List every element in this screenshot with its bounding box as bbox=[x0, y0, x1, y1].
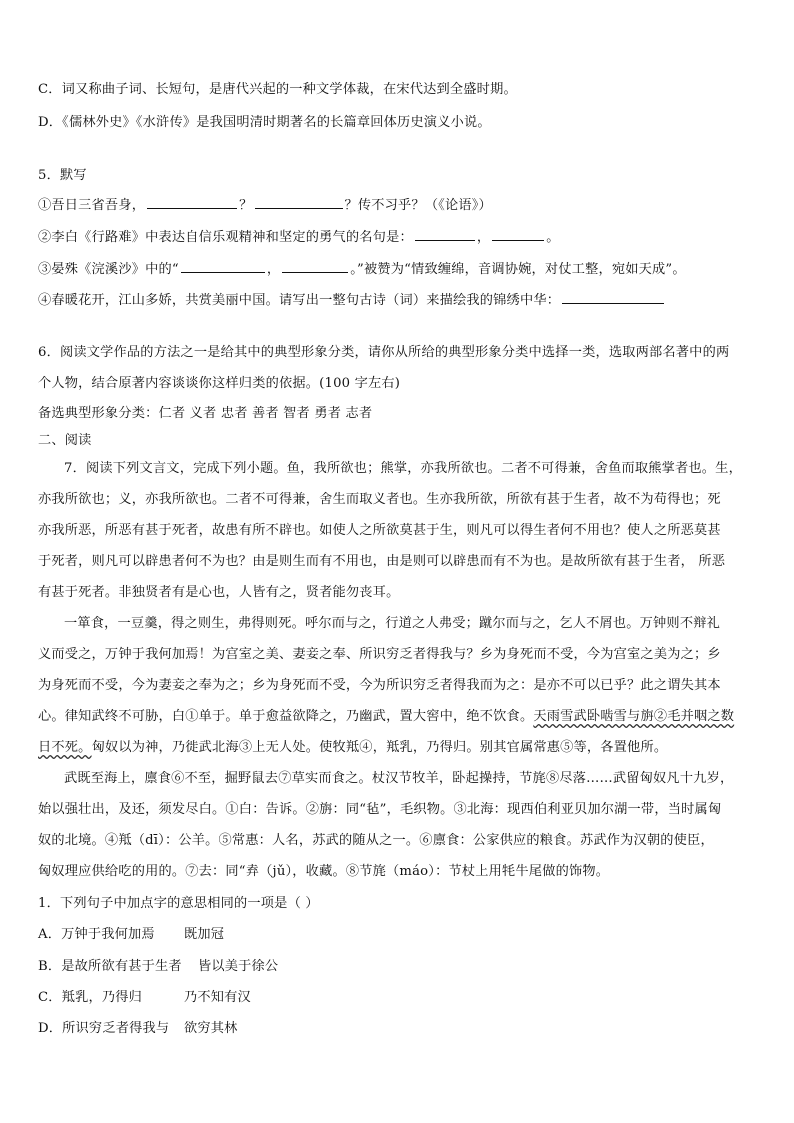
passage-line: 奴的北境。④羝（dī）：公羊。⑤常惠：人名，苏武的随从之一。⑥廪食：公家供应的粮食。苏武作为汉朝的使臣， bbox=[38, 833, 714, 848]
passage-text: 心。律知武终不可胁，白①单于。单于愈益欲降之，乃幽武，置大窖中，绝不饮食。 bbox=[38, 709, 534, 724]
passage-text: 匈奴以为神，乃徙武北海③上无人处。使牧羝④，羝乳，乃得归。别其官属常惠⑤等，各置他所。 bbox=[91, 740, 668, 755]
option-d-right: 欲穷其林 bbox=[184, 1021, 238, 1036]
q5-line-3-text-b: ， bbox=[266, 262, 281, 277]
q5-line-1-text-b: ？ bbox=[239, 198, 253, 213]
passage-line bbox=[38, 707, 734, 727]
sub-question-stem: 1．下列句子中加点字的意思相同的一项是（ ） bbox=[38, 896, 319, 911]
passage-line: 始以强壮出，及还，须发尽白。①白：告诉。②旃：同“毡”，毛织物。③北海：现西伯利亚贝加尔湖一带，当时属匈 bbox=[38, 802, 722, 817]
option-a-right: 既加冠 bbox=[184, 927, 225, 942]
wavy-underlined-sentence: 天雨雪武卧啮雪与旃②毛并咽之数 bbox=[533, 709, 735, 724]
answer-blank[interactable] bbox=[562, 290, 664, 304]
passage-line: 于死者，则凡可以辟患者何不为也？由是则生而有不用也，由是则可以辟患而有不为也。是故所欲有甚于生者， 所恶 bbox=[38, 554, 726, 569]
passage-line: 亦我所欲也；义，亦我所欲也。二者不可得兼，舍生而取义者也。生亦我所欲，所欲有甚于生者，故不为苟得也；死 bbox=[38, 492, 721, 507]
answer-blank[interactable] bbox=[492, 227, 544, 241]
option-b-left: B．是故所欲有甚于生者 bbox=[38, 959, 182, 974]
q5-line-4 bbox=[38, 290, 666, 311]
option-a[interactable] bbox=[38, 925, 224, 945]
q5-line-1-text-a: ①吾日三省吾身， bbox=[38, 198, 146, 213]
q5-line-4-text-a: ④春暖花开，江山多娇，共赏美丽中国。请写出一整句古诗（词）来描绘我的锦绣中华： bbox=[38, 293, 561, 308]
q5-line-2-text-a: ②李白《行路难》中表达自信乐观精神和坚定的勇气的名句是： bbox=[38, 230, 413, 245]
option-d[interactable] bbox=[38, 1019, 238, 1039]
passage-line: 匈奴理应供给吃的用的。⑦去：同“弆（jǔ），收藏。⑧节旄（máo）：节杖上用牦牛尾做的饰物。 bbox=[38, 864, 610, 879]
passage-line: 7．阅读下列文言文，完成下列小题。鱼，我所欲也；熊掌，亦我所欲也。二者不可得兼，舍鱼而取熊掌者也。生， bbox=[64, 461, 742, 476]
q5-title: 5．默写 bbox=[38, 168, 87, 183]
answer-blank[interactable] bbox=[181, 259, 265, 273]
answer-blank[interactable] bbox=[415, 227, 475, 241]
option-b-right: 皆以美于徐公 bbox=[198, 959, 279, 974]
q4-option-c: C．词又称曲子词、长短句，是唐代兴起的一种文学体裁，在宋代达到全盛时期。 bbox=[38, 82, 517, 97]
option-b[interactable] bbox=[38, 957, 278, 977]
q5-line-1 bbox=[38, 195, 492, 216]
answer-blank[interactable] bbox=[147, 195, 237, 209]
q6-line-2: 个人物，结合原著内容谈谈你这样归类的依据。(100 字左右) bbox=[38, 376, 401, 391]
q5-line-2 bbox=[38, 227, 560, 248]
section-heading: 二、阅读 bbox=[38, 433, 92, 448]
passage-line: 有甚于死者。非独贤者有是心也，人皆有之，贤者能勿丧耳。 bbox=[38, 585, 400, 600]
q5-line-3 bbox=[38, 259, 686, 280]
q6-line-1: 6．阅读文学作品的方法之一是给其中的典型形象分类，请你从所给的典型形象分类中选择一类，选取两部名著中的两 bbox=[38, 345, 730, 360]
answer-blank[interactable] bbox=[282, 259, 348, 273]
option-c-right: 乃不知有汉 bbox=[184, 990, 251, 1005]
passage-line bbox=[38, 738, 667, 758]
q5-line-3-text-a: ③晏殊《浣溪沙》中的“ bbox=[38, 262, 179, 277]
passage-line: 义而受之，万钟于我何加焉！为宫室之美、妻妾之奉、所识穷乏者得我与？乡为身死而不受，今为宫室之美为之；乡 bbox=[38, 647, 721, 662]
q5-line-2-text-b: ， bbox=[476, 230, 491, 245]
passage-line: 一箪食，一豆羹，得之则生，弗得则死。呼尔而与之，行道之人弗受；蹴尔而与之，乞人不屑也。万钟则不辩礼 bbox=[64, 616, 720, 631]
q5-line-2-text-c: 。 bbox=[546, 230, 560, 245]
wavy-underlined-sentence: 日不死。 bbox=[38, 740, 92, 755]
q6-categories: 备选典型形象分类：仁者 义者 忠者 善者 智者 勇者 志者 bbox=[38, 406, 373, 421]
q5-line-1-text-c: ？传不习乎？（《论语》） bbox=[344, 198, 492, 213]
passage-line: 武既至海上，廪食⑥不至，掘野鼠去⑦草实而食之。杖汉节牧羊，卧起操持，节旄⑧尽落……武留匈奴凡十九岁， bbox=[64, 771, 734, 786]
option-c[interactable] bbox=[38, 988, 251, 1008]
option-a-left: A．万钟于我何加焉 bbox=[38, 927, 155, 942]
answer-blank[interactable] bbox=[255, 195, 343, 209]
option-c-left: C．羝乳，乃得归 bbox=[38, 990, 143, 1005]
passage-line: 为身死而不受，今为妻妾之奉为之；乡为身死而不受，今为所识穷乏者得我而为之：是亦不可以已乎？此之谓失其本 bbox=[38, 678, 721, 693]
q4-option-d: D．《儒林外史》《水浒传》是我国明清时期著名的长篇章回体历史演义小说。 bbox=[38, 115, 491, 130]
passage-line: 亦我所恶，所恶有甚于死者，故患有所不辟也。如使人之所欲莫甚于生，则凡可以得生者何不用也？使人之所恶莫甚 bbox=[38, 523, 721, 538]
q5-line-3-text-c: 。”被赞为“情致缠绵，音调协婉，对仗工整，宛如天成”。 bbox=[350, 262, 686, 277]
option-d-left: D．所识穷乏者得我与 bbox=[38, 1021, 170, 1036]
